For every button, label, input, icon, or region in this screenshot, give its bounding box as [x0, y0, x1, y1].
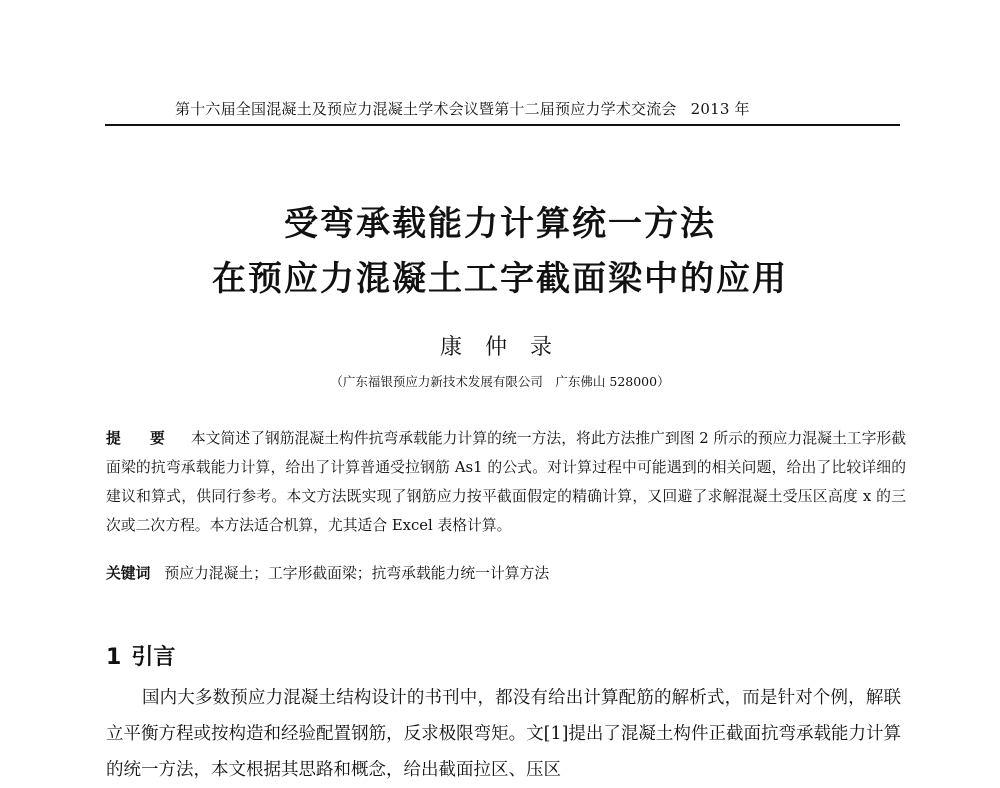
section-title: 引言: [131, 645, 176, 670]
abstract-text: 本文简述了钢筋混凝土构件抗弯承载能力计算的统一方法，将此方法推广到图 2 所示的预应力混凝土工字形截面梁的抗弯承载能力计算，给出了计算普通受拉钢筋 As1 的公式。对计算过程中可能遇到的相关问题，给出了比较详细的建议和算式，供同行参考。本文方法既实现了钢筋应力按平截面假定的精确计算，又回避了求解混凝土受压区高度 x 的三次或二次方程。本方法适合机算，尤其适合 Excel 表格计算。: [106, 430, 907, 534]
running-head: [175, 98, 835, 119]
section-number: 1: [106, 645, 122, 670]
paper-title-line-1: 受弯承载能力计算统一方法: [284, 204, 716, 244]
keywords: [106, 559, 906, 588]
keywords-text: 预应力混凝土；工字形截面梁；抗弯承载能力统一计算方法: [164, 565, 550, 582]
header-rule: [105, 124, 900, 126]
running-head-text: 第十六届全国混凝土及预应力混凝土学术会议暨第十二届预应力学术交流会: [175, 100, 677, 118]
abstract-label: 提 要: [106, 430, 177, 447]
section-heading-introduction: [106, 640, 175, 671]
author-affiliation: （广东福银预应力新技术发展有限公司 广东佛山 528000）: [330, 374, 670, 389]
abstract: [106, 424, 906, 540]
keywords-label: 关键词: [106, 565, 151, 582]
paper-title-line-2: 在预应力混凝土工字截面梁中的应用: [212, 259, 788, 299]
body-paragraph: 国内大多数预应力混凝土结构设计的书刊中，都没有给出计算配筋的解析式，而是针对个例，解联立平衡方程或按构造和经验配置钢筋，反求极限弯矩。文[1]提出了混凝土构件正截面抗弯承载能力计算的统一方法，本文根据其思路和概念，给出截面拉区、压区: [106, 688, 901, 780]
running-head-year: 2013 年: [690, 100, 750, 118]
author-name: 康 仲 录: [440, 335, 560, 360]
